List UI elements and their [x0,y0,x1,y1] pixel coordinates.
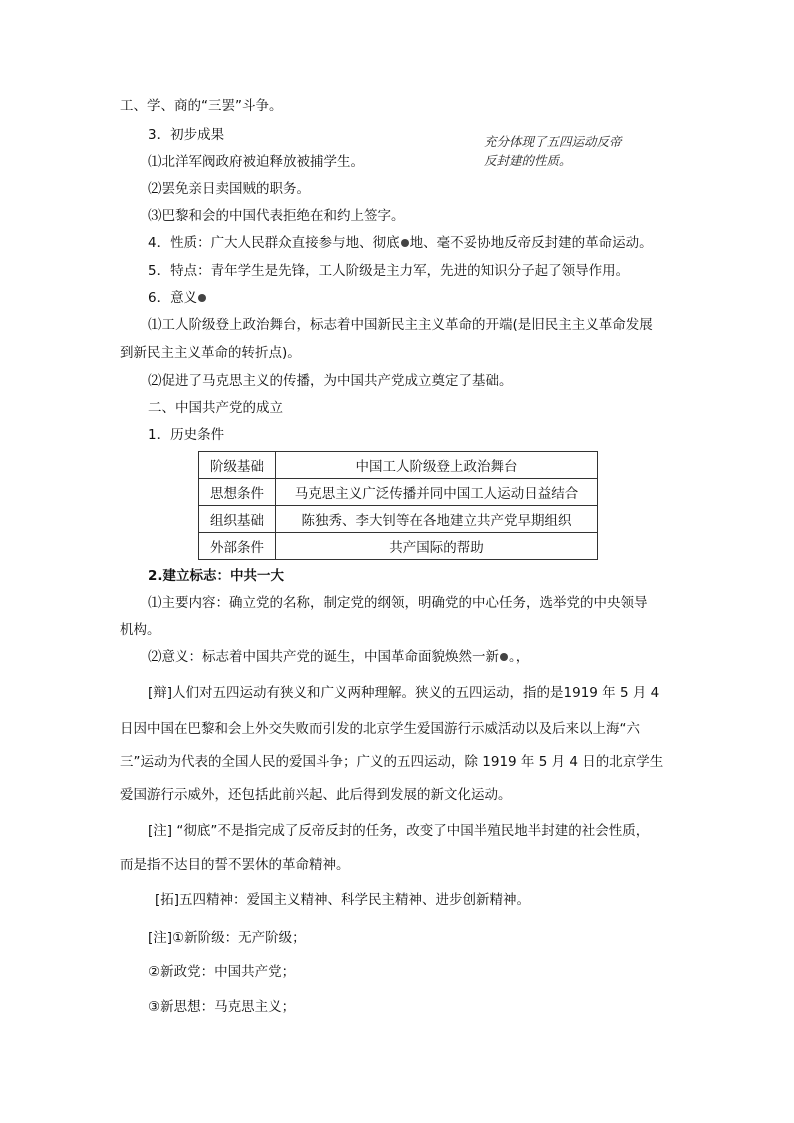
table-cell-key: 外部条件 [199,533,276,560]
annotation-marker-icon [401,239,409,247]
text-line: ③新思想：马克思主义； [148,999,296,1015]
table-cell-key: 阶级基础 [199,452,276,479]
text-line [148,648,529,666]
text-segment: 。， [509,649,530,665]
text-line: 机构。 [120,622,161,638]
text-line: 5．特点：青年学生是先锋，工人阶级是主力军，先进的知识分子起了领导作用。 [148,263,630,279]
text-line: ②新政党：中国共产党； [148,964,296,980]
text-line: 日因中国在巴黎和会上外交失败而引发的北京学生爱国游行示威活动以及后来以上海“六 [120,721,640,737]
text-segment: 地、毫不妥协地反帝反封建的革命运动。 [409,235,653,251]
text-segment: 6．意义 [148,290,198,306]
table-row [199,533,598,560]
handwritten-note [484,132,622,170]
table-row [199,479,598,506]
section-heading: 二、中国共产党的成立 [148,400,283,416]
subheading: 2.建立标志：中共一大 [148,568,285,584]
text-line: 爱国游行示威外，还包括此前兴起、此后得到发展的新文化运动。 [120,787,512,803]
note-line: 反封建的性质。 [484,153,572,168]
text-line: 到新民主主义革命的转折点)。 [120,345,301,361]
table-row [199,452,598,479]
subheading [148,289,207,307]
subheading: 1．历史条件 [148,427,225,443]
annotation-marker-icon [198,294,206,302]
text-line: [辩]人们对五四运动有狭义和广义两种理解。狭义的五四运动，指的是1919 年 5 月 4 [148,685,660,701]
table-cell-value: 马克思主义广泛传播并同中国工人运动日益结合 [276,479,598,506]
table-cell-value: 中国工人阶级登上政治舞台 [276,452,598,479]
text-line: ⑴北洋军阀政府被迫释放被捕学生。 [148,154,364,170]
text-line: ⑵促进了马克思主义的传播，为中国共产党成立奠定了基础。 [148,373,513,389]
text-segment: 4．性质：广大人民群众直接参与地、彻底 [148,235,400,251]
text-line: [注] “彻底”不是指完成了反帝反封的任务，改变了中国半殖民地半封建的社会性质， [148,823,650,839]
text-line: ⑶巴黎和会的中国代表拒绝在和约上签字。 [148,208,405,224]
text-line: 工、学、商的“三罢”斗争。 [120,98,283,114]
text-line: ⑴主要内容：确立党的名称，制定党的纲领，明确党的中心任务，选举党的中央领导 [148,595,648,611]
text-line: [注]①新阶级：无产阶级； [148,930,306,946]
table-row [199,506,598,533]
subheading: 3．初步成果 [148,127,225,143]
note-line: 充分体现了五四运动反帝 [484,134,622,149]
text-line: ⑴工人阶级登上政治舞台，标志着中国新民主主义革命的开端(是旧民主主义革命发展 [148,317,653,333]
table-cell-value: 陈独秀、李大钊等在各地建立共产党早期组织 [276,506,598,533]
text-line: 而是指不达目的誓不罢休的革命精神。 [120,857,350,873]
conditions-table [198,451,598,560]
table-cell-key: 思想条件 [199,479,276,506]
annotation-marker-icon [500,653,508,661]
text-line [148,234,653,252]
text-line: 三”运动为代表的全国人民的爱国斗争；广义的五四运动，除 1919 年 5 月 4 日的北京学生 [120,754,664,770]
text-segment: ⑵意义：标志着中国共产党的诞生，中国革命面貌焕然一新 [148,649,499,665]
text-line: ⑵罢免亲日卖国贼的职务。 [148,181,310,197]
table-cell-value: 共产国际的帮助 [276,533,598,560]
table-cell-key: 组织基础 [199,506,276,533]
text-line: [拓]五四精神：爱国主义精神、科学民主精神、进步创新精神。 [155,892,531,908]
